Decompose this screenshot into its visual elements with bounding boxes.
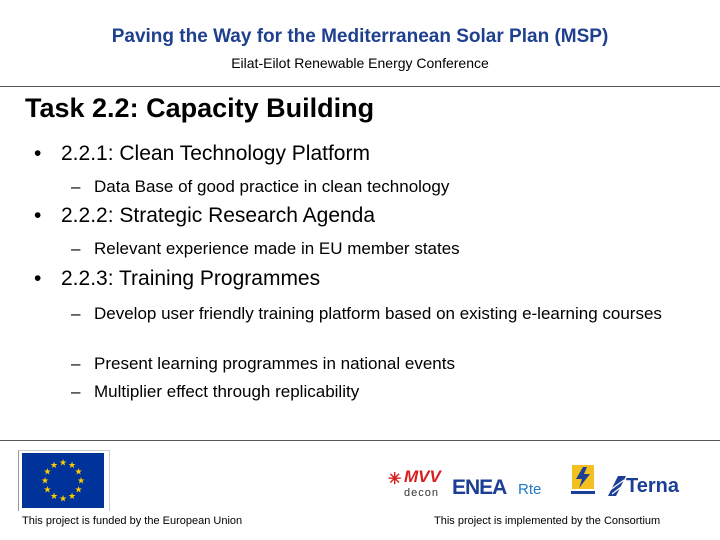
sub-bullet-item [71,175,694,198]
partner-logos [380,455,700,505]
header-title: Paving the Way for the Mediterranean Solar Plan (MSP) [111,26,609,47]
terna-mark-icon [606,474,628,498]
mvv-star-icon: ✳ [388,471,402,488]
partner-badge-icon [568,459,598,499]
bullet-dot: • [34,204,42,227]
sub-bullet-item [71,237,694,260]
sub-bullet-dash: – [71,382,81,401]
eu-flag-icon [22,453,104,508]
eu-star-icon: ★ [67,491,77,502]
sub-bullet-item [71,380,694,403]
eu-star-icon: ★ [58,493,68,504]
eu-star-icon: ★ [43,484,52,495]
bullet-dot: • [34,142,42,165]
enea-logo: ENEA [452,476,507,499]
bullet-item [34,142,370,166]
eu-star-icon: ★ [49,491,59,502]
mvv-decon-logo [388,467,450,501]
bullet-item [34,267,321,291]
bullet-dot: • [34,267,42,290]
sub-bullet-dash: – [71,354,81,373]
sub-bullet-text: Data Base of good practice in clean technology [94,177,450,196]
eu-star-icon: ★ [40,475,50,486]
sub-bullet-item [71,352,694,375]
sub-bullet-dash: – [71,239,81,258]
footer-funded-text: This project is funded by the European Union [22,515,243,527]
bullet-text: 2.2.1: Clean Technology Platform [61,142,370,165]
header-subtitle: Eilat-Eilot Renewable Energy Conference [231,55,489,71]
terna-logo: Terna [626,475,679,497]
eu-star-icon: ★ [49,459,59,470]
eu-star-icon: ★ [58,457,68,468]
sub-bullet-text: Multiplier effect through replicability [94,382,360,401]
bullet-text: 2.2.2: Strategic Research Agenda [61,204,376,227]
bullet-text: 2.2.3: Training Programmes [61,267,321,290]
sub-bullet-dash: – [71,304,81,323]
eu-star-icon: ★ [74,466,83,477]
sub-bullet-item [71,302,694,325]
sub-bullet-text: Relevant experience made in EU member states [94,239,460,258]
mvv-logo-text: MVV [404,467,441,486]
sub-bullet-text: Develop user friendly training platform based on existing e-learning courses [94,304,662,323]
rte-logo: Rte [518,481,542,498]
eu-star-icon: ★ [67,459,77,470]
sub-bullet-text: Present learning programmes in national events [94,354,455,373]
footer-divider [0,440,720,441]
decon-logo-text: decon [404,487,439,499]
eu-star-icon: ★ [74,484,83,495]
eu-star-icon: ★ [76,475,86,486]
eu-star-icon: ★ [43,466,52,477]
slide-title: Task 2.2: Capacity Building [25,93,375,123]
sub-bullet-dash: – [71,177,81,196]
footer-consortium-text: This project is implemented by the Consortium [434,515,661,527]
bullet-item [34,204,376,228]
